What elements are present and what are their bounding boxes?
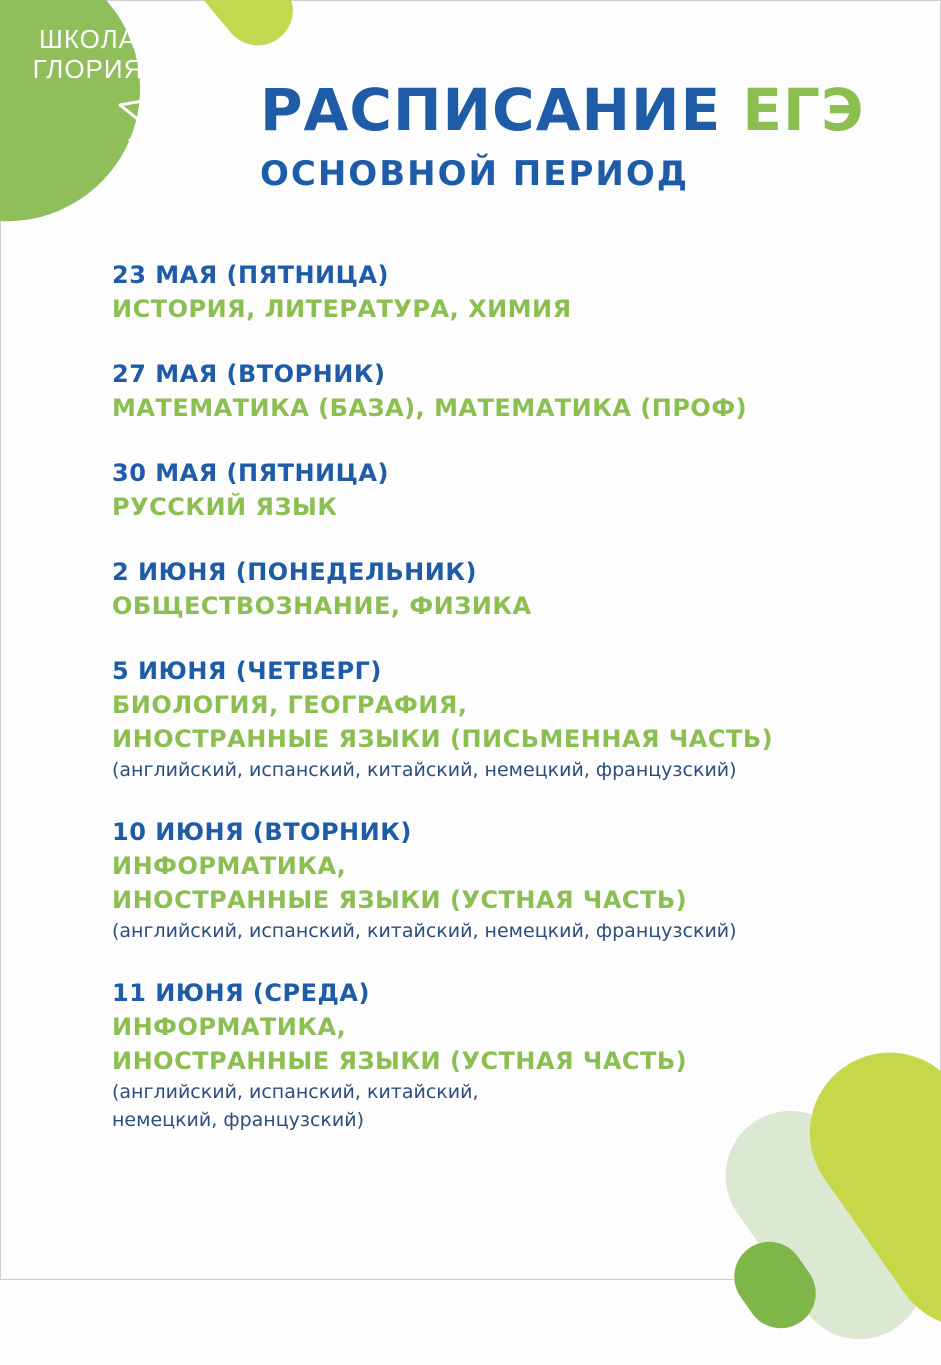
schedule-entry — [112, 815, 912, 945]
exam-date: 23 МАЯ (ПЯТНИЦА) — [112, 261, 389, 289]
exam-subjects: БИОЛОГИЯ, ГЕОГРАФИЯ, — [112, 691, 468, 719]
school-logo-text — [28, 24, 148, 84]
exam-subjects: ИНОСТРАННЫЕ ЯЗЫКИ (УСТНАЯ ЧАСТЬ) — [112, 1047, 688, 1075]
exam-schedule — [112, 258, 912, 1165]
languages-note: немецкий, французский) — [112, 1109, 365, 1131]
exam-subjects: МАТЕМАТИКА (БАЗА), МАТЕМАТИКА (ПРОФ) — [112, 394, 748, 422]
schedule-entry — [112, 258, 912, 326]
languages-note: (английский, испанский, китайский, — [112, 1081, 479, 1103]
exam-subjects: ИНОСТРАННЫЕ ЯЗЫКИ (ПИСЬМЕННАЯ ЧАСТЬ) — [112, 725, 774, 753]
page-title — [260, 68, 865, 152]
page-subtitle: ОСНОВНОЙ ПЕРИОД — [260, 154, 690, 194]
languages-note: (английский, испанский, китайский, немецкий, французский) — [112, 920, 737, 942]
exam-date: 5 ИЮНЯ (ЧЕТВЕРГ) — [112, 657, 382, 685]
title-accent: ЕГЭ — [742, 76, 865, 144]
logo-line-1: ШКОЛА — [38, 24, 138, 54]
exam-subjects: ИСТОРИЯ, ЛИТЕРАТУРА, ХИМИЯ — [112, 295, 572, 323]
schedule-entry — [112, 976, 912, 1134]
exam-date: 30 МАЯ (ПЯТНИЦА) — [112, 459, 389, 487]
schedule-entry — [112, 654, 912, 784]
schedule-entry — [112, 456, 912, 524]
exam-date: 11 ИЮНЯ (СРЕДА) — [112, 979, 370, 1007]
exam-date: 27 МАЯ (ВТОРНИК) — [112, 360, 386, 388]
title-main: РАСПИСАНИЕ — [260, 76, 722, 144]
exam-subjects: ОБЩЕСТВОЗНАНИЕ, ФИЗИКА — [112, 592, 532, 620]
schedule-entry — [112, 555, 912, 623]
languages-note: (английский, испанский, китайский, немецкий, французский) — [112, 759, 737, 781]
exam-date: 10 ИЮНЯ (ВТОРНИК) — [112, 818, 412, 846]
schedule-entry — [112, 357, 912, 425]
exam-subjects: РУССКИЙ ЯЗЫК — [112, 493, 338, 521]
exam-date: 2 ИЮНЯ (ПОНЕДЕЛЬНИК) — [112, 558, 477, 586]
exam-subjects: ИНФОРМАТИКА, — [112, 1013, 347, 1041]
exam-subjects: ИНФОРМАТИКА, — [112, 852, 347, 880]
logo-line-2: ГЛОРИЯ — [32, 54, 144, 84]
exam-subjects: ИНОСТРАННЫЕ ЯЗЫКИ (УСТНАЯ ЧАСТЬ) — [112, 886, 688, 914]
